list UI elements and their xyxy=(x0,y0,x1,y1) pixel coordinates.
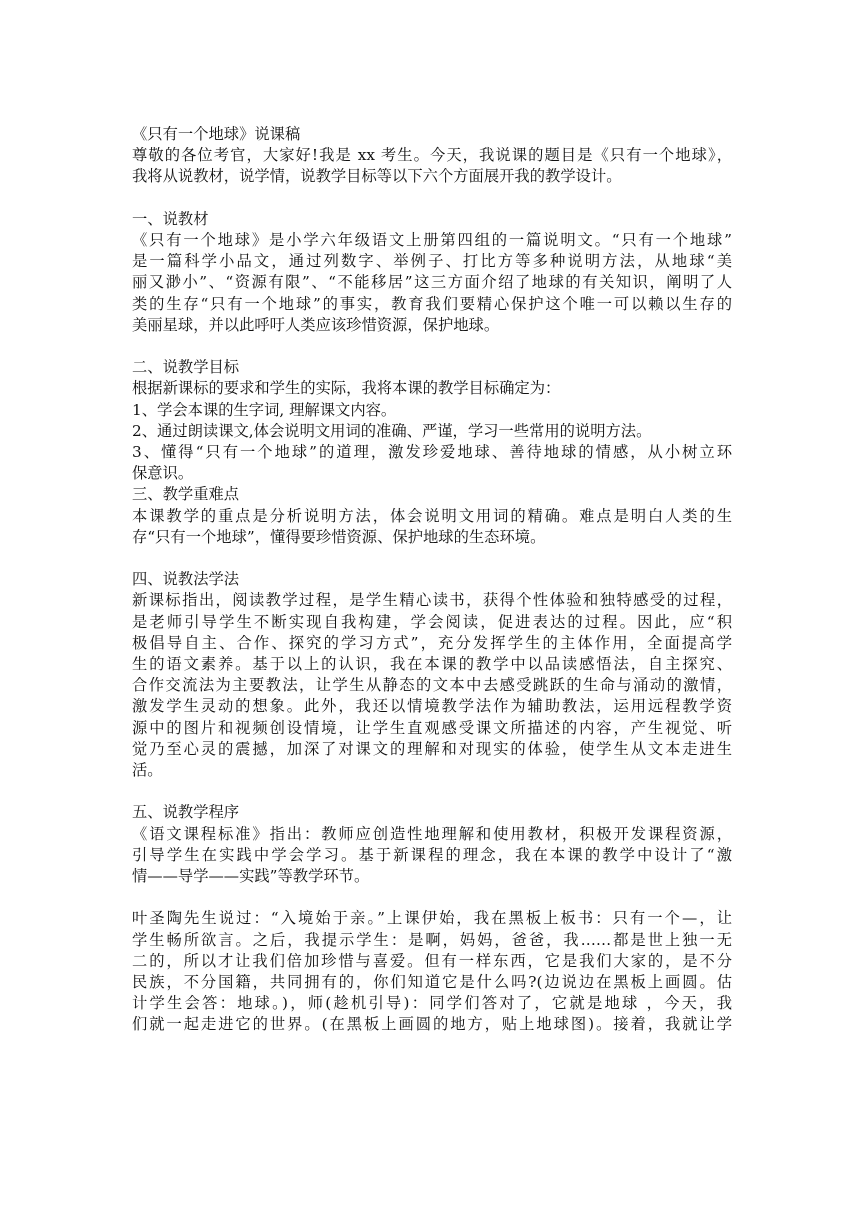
section-heading: 三、教学重难点 xyxy=(132,485,240,504)
body-line: 民族，不分国籍，共同拥有的，你们知道它是什么吗?(边说边在黑板上画圆。估 xyxy=(132,973,732,992)
section-heading: 二、说教学目标 xyxy=(132,358,240,377)
body-line: 是一篇科学小品文，通过列数字、举例子、打比方等多种说明方法，从地球“美 xyxy=(132,252,732,271)
body-line: 本课教学的重点是分析说明方法，体会说明文用词的精确。难点是明白人类的生 xyxy=(132,506,732,525)
body-line: 新课标指出，阅读教学过程，是学生精心读书，获得个性体验和独特感受的过程， xyxy=(132,591,732,610)
list-item: 1、学会本课的生字词, 理解课文内容。 xyxy=(132,400,397,419)
body-line: 引导学生在实践中学会学习。基于新课程的理念，我在本课的教学中设计了“激 xyxy=(132,845,732,864)
body-line: 二的，所以才让我们倍加珍惜与喜爱。但有一样东西，它是我们大家的，是不分 xyxy=(132,951,732,970)
intro-line: 尊敬的各位考官，大家好!我是 xx 考生。今天，我说课的题目是《只有一个地球》， xyxy=(132,146,732,165)
body-line: 计学生会答：地球。)，师(趁机引导)：同学们答对了，它就是地球 ，今天，我 xyxy=(132,994,732,1013)
body-line: 学生畅所欲言。之后，我提示学生：是啊，妈妈，爸爸，我……都是世上独一无 xyxy=(132,930,732,949)
document-title: 《只有一个地球》说课稿 xyxy=(132,125,301,143)
body-line: 保意识。 xyxy=(132,464,194,483)
body-line: 是老师引导学生不断实现自我构建，学会阅读，促进表达的过程。因此，应“积 xyxy=(132,612,732,631)
document-page xyxy=(132,124,732,1036)
body-line: 们就一起走进它的世界。(在黑板上画圆的地方，贴上地球图)。接着，我就让学 xyxy=(132,1015,732,1034)
body-line: 美丽星球，并以此呼吁人类应该珍惜资源，保护地球。 xyxy=(132,315,500,334)
body-line: 丽又渺小”、“资源有限”、“不能移居”这三方面介绍了地球的有关知识，阐明了人 xyxy=(132,273,732,292)
section-heading: 一、说教材 xyxy=(132,209,209,228)
body-line: 生的语文素养。基于以上的认识，我在本课的教学中以品读感悟法，自主探究、 xyxy=(132,655,732,674)
section-heading: 五、说教学程序 xyxy=(132,803,240,822)
body-line: 激发学生灵动的想象。此外，我还以情境教学法作为辅助教法，运用远程教学资 xyxy=(132,697,732,716)
paragraph-spacer xyxy=(132,781,732,802)
body-line: 存“只有一个地球”，懂得要珍惜资源、保护地球的生态环境。 xyxy=(132,527,546,546)
body-line: 极倡导自主、合作、探究的学习方式”，充分发挥学生的主体作用，全面提高学 xyxy=(132,633,732,652)
body-line: 根据新课标的要求和学生的实际，我将本课的教学目标确定为： xyxy=(132,379,561,398)
body-line: 合作交流法为主要教法，让学生从静态的文本中去感受跳跃的生命与涌动的激情， xyxy=(132,676,732,695)
body-line: 源中的图片和视频创设情境，让学生直观感受课文所描述的内容，产生视觉、听 xyxy=(132,718,732,737)
paragraph-spacer xyxy=(132,336,732,357)
body-line: 《语文课程标准》指出：教师应创造性地理解和使用教材，积极开发课程资源， xyxy=(132,824,732,843)
paragraph-spacer xyxy=(132,188,732,209)
list-item: 3、懂得“只有一个地球”的道理，激发珍爱地球、善待地球的情感，从小树立环 xyxy=(132,443,732,462)
list-item: 2、通过朗读课文,体会说明文用词的准确、严谨，学习一些常用的说明方法。 xyxy=(132,421,652,440)
section-heading: 四、说教法学法 xyxy=(132,570,240,589)
body-line: 《只有一个地球》是小学六年级语文上册第四组的一篇说明文。“只有一个地球” xyxy=(132,231,732,249)
body-line: 觉乃至心灵的震撼，加深了对课文的理解和对现实的体验，使学生从文本走进生 xyxy=(132,739,732,758)
body-line: 活。 xyxy=(132,761,163,780)
intro-line: 我将从说教材，说学情，说教学目标等以下六个方面展开我的教学设计。 xyxy=(132,167,622,186)
paragraph-spacer xyxy=(132,887,732,908)
paragraph-spacer xyxy=(132,548,732,569)
body-line: 情——导学——实践”等教学环节。 xyxy=(132,867,370,886)
body-line: 类的生存“只有一个地球”的事实，教育我们要精心保护这个唯一可以赖以生存的 xyxy=(132,294,732,313)
body-line: 叶圣陶先生说过：“入境始于亲。”上课伊始，我在黑板上板书：只有一个—，让 xyxy=(132,909,732,928)
